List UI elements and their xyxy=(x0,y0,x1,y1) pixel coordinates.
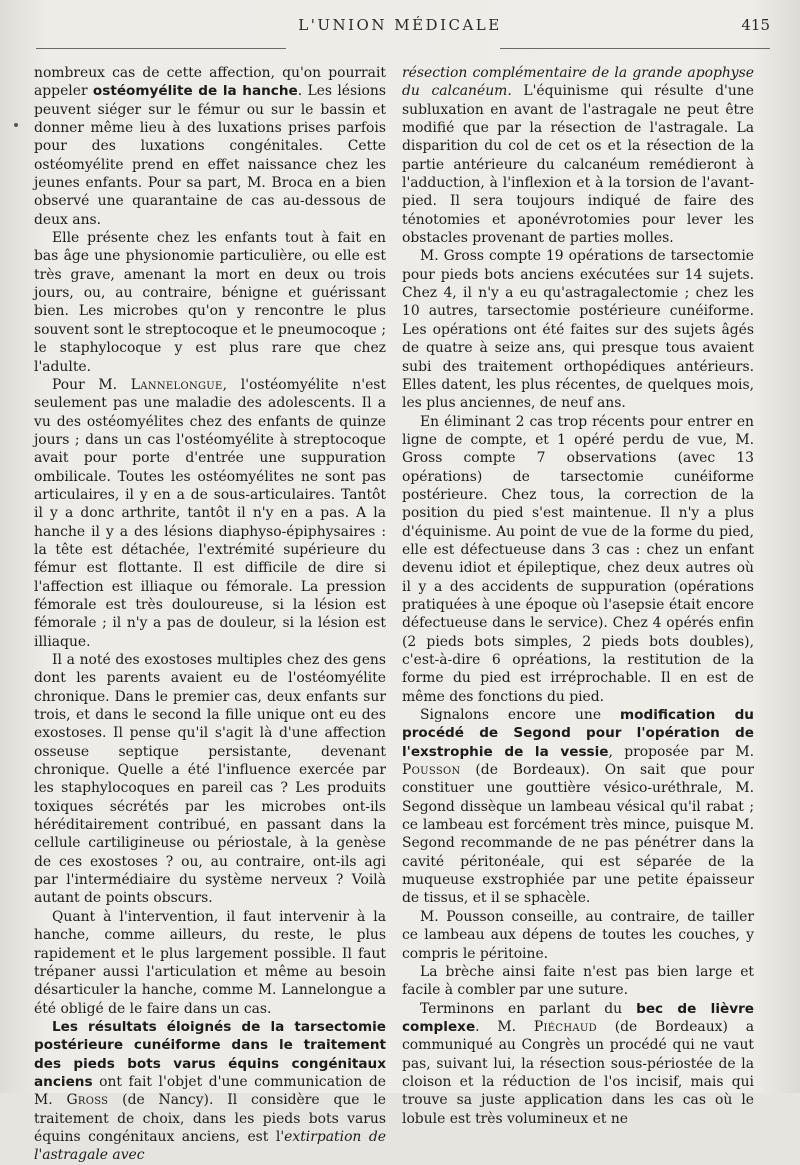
header-rule-left xyxy=(36,48,286,49)
paragraph: M. Pousson conseille, au contraire, de tailler ce lambeau aux dépens de toutes les couches, y compris le péritoine. xyxy=(402,908,754,962)
running-title: L'UNION MÉDICALE xyxy=(298,16,502,34)
paragraph: Pour M. Lannelongue, l'ostéomyélite n'est seulement pas une maladie des adolescents. Il a vu des ostéomyélites chez des enfants de quinze jours ; dans un cas l'ostéomyélite à streptocoque avait pour porte d'entrée une suppuration ombilicale. Toutes les ostéomyélites ne sont pas articulaires, il y en a de sous-articulaires. Tantôt il y a donc arthrite, tantôt il n'y en a pas. A la hanche il y a des lésions diaphyso-épiphysaires : la tête est détachée, l'extrémité supérieure du fémur est flottante. Il est difficile de dire si l'affection est illiaque ou fémorale. La pression fémorale est très douloureuse, si la lésion est fémorale ; il n'y a pas de douleur, si la lésion est illiaque. xyxy=(34,376,386,650)
author-name: Gross xyxy=(66,1092,109,1109)
paragraph: La brèche ainsi faite n'est pas bien large et facile à combler par une suture. xyxy=(402,963,754,999)
author-name: Piéchaud xyxy=(533,1018,597,1035)
italic-phrase: résection complémentaire de la grande apophyse du calcanéum. xyxy=(402,65,754,100)
paragraph: Quant à l'intervention, il faut intervenir à la hanche, comme ailleurs, du reste, le plus rapidement et le plus largement possible. Il faut trépaner aussi l'articulation et même au besoin désarticuler la hanche, comme M. Lannelongue a été obligé de le faire dans un cas. xyxy=(34,908,386,1017)
paragraph: résection complémentaire de la grande apophyse du calcanéum. L'équinisme qui résulte d'une subluxation en avant de l'astragale ne peut être modifié que par la résection de l'astragale. La disparition du col de cet os et la résection de la partie antérieure du calcanéum remédieront à l'adduction, à l'inflexion et à la torsion de l'avant-pied. Il sera toujours indiqué de faire des ténotomies et aponévrotomies pour lever les obstacles provenant de parties molles. xyxy=(402,65,754,247)
paragraph: M. Gross compte 19 opérations de tarsectomie pour pieds bots anciens exécutées sur 14 sujets. Chez 4, il n'y a eu qu'astragalectomie ; chez les 10 autres, tarsectomie postérieure cunéiforme. Les opérations ont été faites sur des sujets âgés de quatre à seize ans, qui presque tous avaient subi des traitement orthopédiques antérieurs. Elles datent, les plus récentes, de quelques mois, les plus anciennes, de neuf ans. xyxy=(402,248,754,412)
paragraph: Il a noté des exostoses multiples chez des gens dont les parents avaient eu de l'ostéomyélite chronique. Dans le premier cas, deux enfants sur trois, et dans le second la fille unique ont eu des exostoses. Il pense qu'il s'agit là d'une affection osseuse septique persistante, devenant chronique. Quelle a été l'influence exercée par les staphylocoques en pareil cas ? Les produits toxiques sécrétés par les microbes ont-ils héréditairement contribué, en passant dans la cellule cartiligineuse ou périostale, à la genèse de ces exostoses ? ou, au contraire, ont-ils agi par l'intermédiaire du système nerveux ? Voilà autant de points obscurs. xyxy=(34,652,386,907)
right-column xyxy=(402,64,754,1128)
paragraph: Les résultats éloignés de la tarsectomie postérieure cunéiforme dans le traitement des pieds bots varus équins congénitaux anciens ont fait l'objet d'une communication de M. Gross (de Nancy). Il considère que le traitement de choix, dans les pieds bots varus équins congénitaux anciens, est l'extirpation de l'astragale avec xyxy=(34,1018,386,1164)
italic-phrase: extirpation de l'astragale avec xyxy=(34,1128,386,1164)
header-rule-right xyxy=(500,48,770,49)
bold-term: ostéomyélite de la hanche xyxy=(92,83,298,100)
author-name: Pousson xyxy=(402,762,461,779)
left-column xyxy=(34,64,386,1165)
paragraph: Elle présente chez les enfants tout à fait en bas âge une physionomie particulière, ou elle est très grave, amenant la mort en deux ou trois jours, ou, au contraire, bénigne et guérissant bien. Les microbes qu'on y rencontre le plus souvent sont le streptocoque et le pneumocoque ; le staphylocoque y est plus rare que chez l'adulte. xyxy=(34,230,386,375)
page-header xyxy=(30,16,770,46)
paragraph: Signalons encore une modification du procédé de Segond pour l'opération de l'exstrophie de la vessie, proposée par M. Pousson (de Bordeaux). On sait que pour constituer une gouttière vésico-uréthrale, M. Segond dissèque un lambeau vésical qu'il rabat ; ce lambeau est forcément très mince, puisque M. Segond recommande de ne pas pénétrer dans la cavité péritonéale, qui est séparée de la muqueuse exstrophiée par une petite épaisseur de tissus, et il se sphacèle. xyxy=(402,707,754,907)
bold-term: bec de lièvre complexe xyxy=(402,1000,754,1035)
paragraph: En éliminant 2 cas trop récents pour entrer en ligne de compte, et 1 opéré perdu de vue, M. Gross compte 7 observations (avec 13 opérations) de tarsectomie cunéiforme postérieure. Chez tous, la correction de la position du pied s'est maintenue. Il n'y a plus d'équinisme. Au point de vue de la forme du pied, elle est défectueuse dans 3 cas : chez un enfant devenu idiot et épileptique, chez deux autres où il y a des accidents de suppuration (opérations pratiquées à une époque où l'asepsie était encore défectueuse dans le service). Chez 4 opérés enfin (2 pieds bots simples, 2 pieds bots doubles), c'est-à-dire 6 opréations, la restitution de la forme du pied est irréprochable. Il en est de même des fonctions du pied. xyxy=(402,413,754,705)
paragraph: nombreux cas de cette affection, qu'on pourrait appeler ostéomyélite de la hanche. Les lésions peuvent siéger sur le fémur ou sur le bassin et donner même lieu à des luxations prises parfois pour des luxations congénitales. Cette ostéomyélite prend en effet naissance chez les jeunes enfants. Pour sa part, M. Broca en a bien observé une quarantaine de cas au-dessous de deux ans. xyxy=(34,65,386,228)
page-number: 415 xyxy=(741,16,770,34)
section-heading: Les résultats éloignés de la tarsectomie postérieure cunéiforme dans le traitement des pieds bots varus équins congénitaux anciens xyxy=(34,1018,386,1090)
margin-mark xyxy=(14,123,18,127)
section-heading: modification du procédé de Segond pour l'opération de l'exstrophie de la vessie xyxy=(402,707,754,760)
author-name: Lannelongue xyxy=(130,376,223,393)
paragraph: Terminons en parlant du bec de lièvre complexe. M. Piéchaud (de Bordeaux) a communiqué au Congrès un procédé qui ne vaut pas, suivant lui, la résection sous-périostée de la cloison et la réduction de l'os incisif, mais qui trouve sa juste application dans les cas où le lobule est très volumineux et ne xyxy=(402,1000,754,1127)
